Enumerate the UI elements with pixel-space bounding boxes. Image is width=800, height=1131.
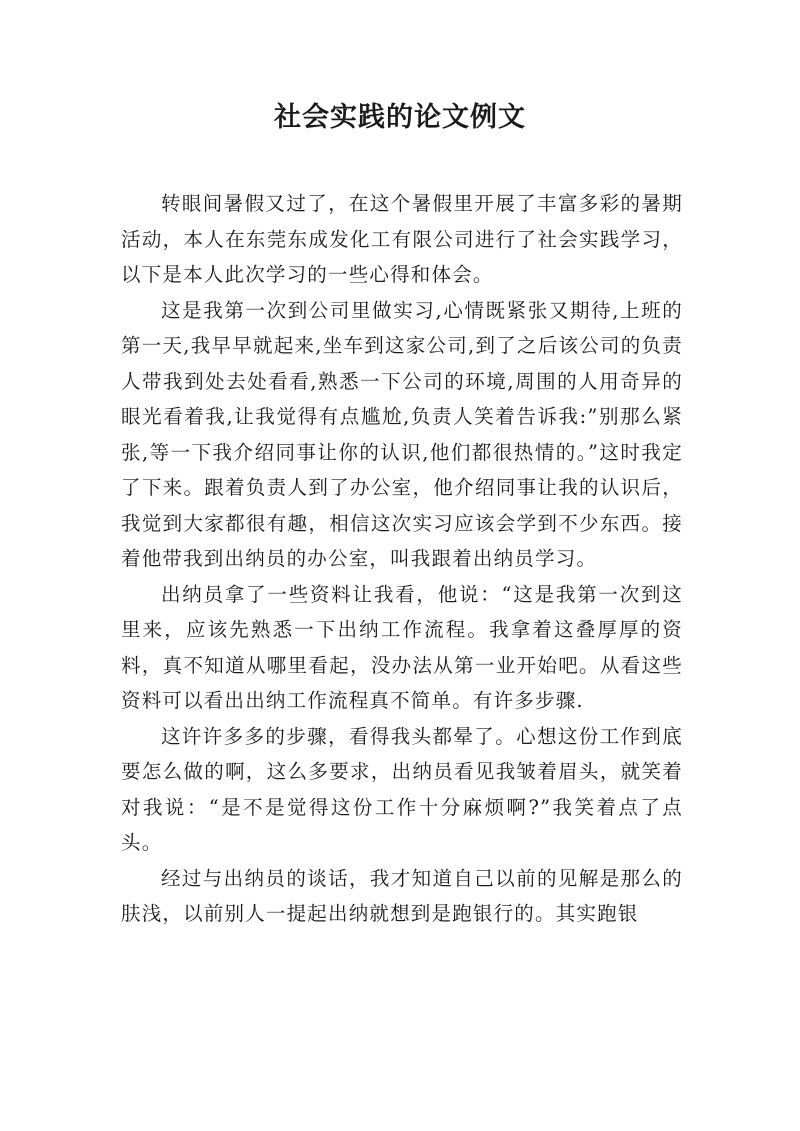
paragraph: 出纳员拿了一些资料让我看，他说：“这是我第一次到这里来，应该先熟悉一下出纳工作流程。我拿着这叠厚厚的资料，真不知道从哪里看起，没办法从第一业开始吧。从看这些资料可以看出出纳工作流程真不简单。有许多步骤. bbox=[121, 582, 683, 712]
document-title: 社会实践的论文例文 bbox=[274, 102, 526, 133]
document-body bbox=[121, 186, 683, 932]
paragraph: 转眼间暑假又过了，在这个暑假里开展了丰富多彩的暑期活动，本人在东莞东成发化工有限公司进行了社会实践学习，以下是本人此次学习的一些心得和体会。 bbox=[121, 192, 683, 286]
paragraph: 经过与出纳员的谈话，我才知道自己以前的见解是那么的肤浅，以前别人一提起出纳就想到是跑银行的。其实跑银 bbox=[121, 866, 683, 925]
paragraph: 这是我第一次到公司里做实习,心情既紧张又期待,上班的第一天,我早早就起来,坐车到这家公司,到了之后该公司的负责人带我到处去处看看,熟悉一下公司的环境,周围的人用奇异的眼光看着我,让我觉得有点尴尬,负责人笑着告诉我:”别那么紧张,等一下我介绍同事让你的认识,他们都很热情的。”这时我定了下来。跟着负责人到了办公室，他介绍同事让我的认识后，我觉到大家都很有趣，相信这次实习应该会学到不少东西。接着他带我到出纳员的办公室，叫我跟着出纳员学习。 bbox=[121, 298, 683, 570]
paragraph: 这许许多多的步骤，看得我头都晕了。心想这份工作到底要怎么做的啊，这么多要求，出纳员看见我皱着眉头，就笑着对我说：“是不是觉得这份工作十分麻烦啊?”我笑着点了点头。 bbox=[121, 724, 683, 854]
